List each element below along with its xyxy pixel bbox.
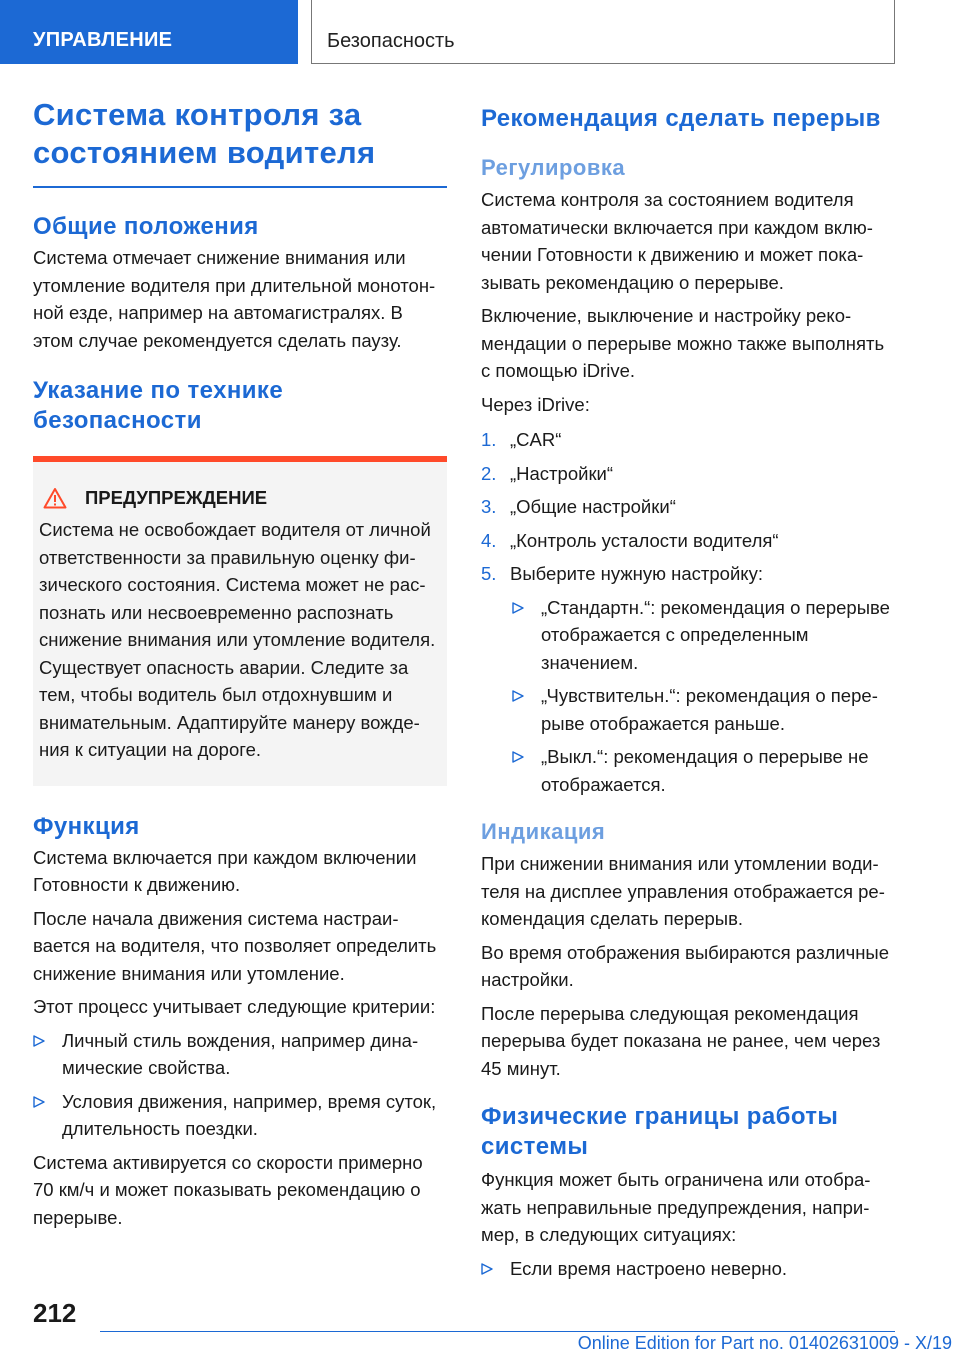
step-number: 5. bbox=[481, 563, 497, 584]
list-item bbox=[512, 743, 895, 798]
indication-p3: После перерыва следующая рекомендация перерыва будет показана не ранее, чем через 45 минут. bbox=[481, 1002, 881, 1079]
list-item bbox=[481, 1255, 895, 1283]
step-text: Выберите нужную настройку: bbox=[510, 563, 763, 584]
right-column bbox=[481, 96, 895, 1288]
general-heading: Общие положения bbox=[33, 213, 259, 240]
limits-list bbox=[481, 1255, 895, 1283]
list-item bbox=[33, 1088, 447, 1143]
general-text: Система отмечает снижение внимания или утомление водителя при длительной монотонной езде, например на автомагистралях. В этом случае рекомендуется сделать паузу. bbox=[33, 247, 436, 351]
list-item bbox=[481, 493, 895, 521]
triangle-bullet-icon bbox=[481, 1263, 493, 1275]
title-divider bbox=[33, 186, 447, 188]
warning-triangle-icon bbox=[43, 487, 67, 509]
adjust-heading: Регулировка bbox=[481, 155, 626, 180]
chapter-tab bbox=[311, 0, 895, 64]
left-column bbox=[33, 96, 447, 1231]
option-text: „Чувствительн.“: рекомендация о перерыве отображается раньше. bbox=[541, 685, 878, 734]
list-item bbox=[481, 560, 895, 798]
indication-heading: Индикация bbox=[481, 819, 606, 844]
break-heading: Рекомендация сделать перерыв bbox=[481, 105, 881, 132]
warning-title bbox=[43, 484, 439, 512]
function-p4: Система активируется со скорости примерно 70 км/ч и может показывать рекомендацию о перерыве. bbox=[33, 1151, 423, 1228]
safety-heading: Указание по технике безопасности bbox=[33, 377, 284, 434]
section-tab bbox=[0, 0, 298, 64]
triangle-bullet-icon bbox=[512, 690, 524, 702]
function-p1: Система включается при каждом включении Готовности к движению. bbox=[33, 846, 417, 895]
indication-p1: При снижении внимания или утомлении водителя на дисплее управления отображается рекомендация сделать перерыв. bbox=[481, 853, 885, 929]
idrive-steps bbox=[481, 426, 895, 798]
step-text: „Настройки“ bbox=[510, 462, 614, 484]
limits-text: Если время настроено неверно. bbox=[510, 1257, 788, 1279]
page-title: Система контроля за состоянием водителя bbox=[33, 97, 376, 170]
option-text: „Стандартн.“: рекомендация о перерыве отображается с определенным значением. bbox=[541, 596, 890, 673]
list-item bbox=[33, 1027, 447, 1082]
chapter-label: Безопасность bbox=[327, 30, 455, 52]
option-text: „Выкл.“: рекомендация о перерыве не отображается. bbox=[541, 746, 869, 795]
criteria-text: Условия движения, например, время суток, длительность поездки. bbox=[62, 1090, 437, 1139]
page-number: 212 bbox=[33, 1298, 77, 1328]
adjust-p2: Включение, выключение и настройку рекомендации о перерыве можно также выполнять с помощью iDrive. bbox=[481, 305, 885, 381]
section-label: УПРАВЛЕНИЕ bbox=[33, 29, 173, 51]
step-number: 4. bbox=[481, 529, 497, 551]
adjust-p3: Через iDrive: bbox=[481, 393, 590, 415]
triangle-bullet-icon bbox=[512, 602, 524, 614]
limits-heading: Физические границы работы системы bbox=[481, 1103, 839, 1160]
triangle-bullet-icon bbox=[512, 751, 524, 763]
list-item bbox=[512, 594, 895, 677]
step-number: 1. bbox=[481, 429, 497, 450]
list-item bbox=[481, 426, 895, 454]
step-number: 3. bbox=[481, 496, 497, 517]
footer-divider bbox=[100, 1331, 895, 1332]
indication-p2: Во время отображения выбираются различные настройки. bbox=[481, 941, 890, 990]
step-text: „CAR“ bbox=[510, 429, 562, 450]
list-item bbox=[481, 527, 895, 555]
function-p3: Этот процесс учитывает следующие критерии: bbox=[33, 996, 436, 1017]
warning-label: ПРЕДУПРЕЖДЕНИЕ bbox=[85, 487, 268, 508]
criteria-text: Личный стиль вождения, например динамические свойства. bbox=[62, 1029, 419, 1078]
footer-edition: Online Edition for Part no. 01402631009 - X/19 bbox=[577, 1333, 952, 1353]
function-p2: После начала движения система настраивается на водителя, что позволяет определить снижение внимания или утомление. bbox=[33, 907, 437, 984]
step-text: „Общие настройки“ bbox=[510, 496, 676, 517]
warning-box bbox=[33, 462, 447, 786]
adjust-p1: Система контроля за состоянием водителя автоматически включается при каждом включении Готовности к движению и может показывать рекомендацию о перерыве. bbox=[481, 189, 873, 293]
list-item bbox=[512, 682, 895, 737]
warning-text: Система не освобождает водителя от личной ответственности за правильную оценку физического состояния. Система может не распознать или несвоевременно распознать снижение внимания или утомление водителя. Существует опасность аварии. Следите за тем, чтобы водитель был отдохнувшим и внимательным. Адаптируйте манеру вождения к ситуации на дороге. bbox=[39, 519, 436, 760]
function-heading: Функция bbox=[33, 812, 140, 840]
step-number: 2. bbox=[481, 462, 497, 484]
setting-options bbox=[512, 594, 895, 799]
criteria-list bbox=[33, 1027, 447, 1143]
step-text: „Контроль усталости водителя“ bbox=[510, 529, 779, 551]
limits-p1: Функция может быть ограничена или отображать неправильные предупреждения, например, в следующих ситуациях: bbox=[481, 1169, 871, 1245]
list-item bbox=[481, 460, 895, 488]
triangle-bullet-icon bbox=[33, 1035, 45, 1047]
triangle-bullet-icon bbox=[33, 1096, 45, 1108]
